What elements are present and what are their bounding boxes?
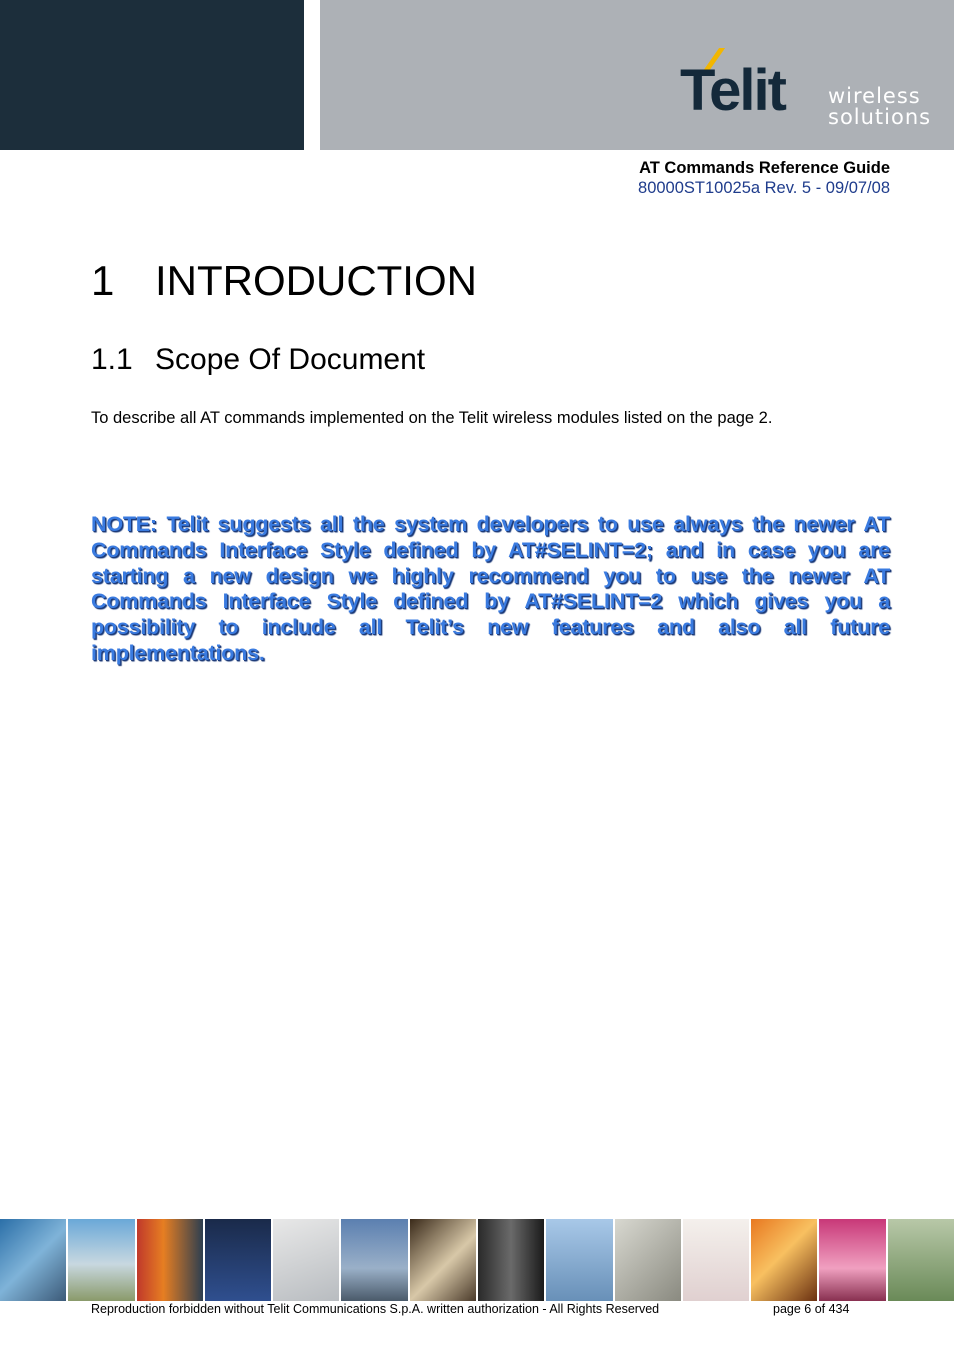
photo-tile bbox=[615, 1219, 681, 1301]
scope-paragraph: To describe all AT commands implemented on the Telit wireless modules listed on the page 2. bbox=[91, 409, 773, 427]
chapter-number: 1 bbox=[91, 257, 115, 304]
footer-photo-strip bbox=[0, 1219, 954, 1301]
photo-tile bbox=[478, 1219, 544, 1301]
photo-tile bbox=[888, 1219, 954, 1301]
section-heading bbox=[91, 343, 425, 377]
photo-tile bbox=[137, 1219, 203, 1301]
telit-logo bbox=[676, 48, 936, 134]
selint-note: NOTE: Telit suggests all the system developers to use always the newer AT Commands Interface Style defined by AT#SELINT=2; and in case you are starting a new design we highly recommend you to use the newer AT Commands Interface Style defined by AT#SELINT=2 which gives you a possibility to include all Telit’s new features and also all future implementations. bbox=[91, 512, 890, 665]
logo-tagline-2: solutions bbox=[828, 105, 932, 129]
logo-tagline-1: wireless bbox=[828, 84, 921, 108]
photo-tile bbox=[546, 1219, 612, 1301]
photo-tile bbox=[819, 1219, 885, 1301]
footer-copyright: Reproduction forbidden without Telit Communications S.p.A. written authorization - All Rights Reserved bbox=[91, 1302, 660, 1316]
section-number: 1.1 bbox=[91, 343, 133, 376]
photo-tile bbox=[751, 1219, 817, 1301]
chapter-heading bbox=[91, 257, 477, 305]
photo-tile bbox=[273, 1219, 339, 1301]
document-title: AT Commands Reference Guide bbox=[639, 159, 890, 177]
chapter-title: INTRODUCTION bbox=[155, 257, 477, 304]
photo-tile bbox=[341, 1219, 407, 1301]
photo-tile bbox=[205, 1219, 271, 1301]
header-dark-block bbox=[0, 0, 304, 150]
photo-tile bbox=[683, 1219, 749, 1301]
footer-page-number: page 6 of 434 bbox=[773, 1302, 850, 1316]
document-revision: 80000ST10025a Rev. 5 - 09/07/08 bbox=[638, 179, 890, 197]
photo-tile bbox=[0, 1219, 66, 1301]
logo-wordmark: Telit bbox=[680, 58, 785, 123]
photo-tile bbox=[68, 1219, 134, 1301]
photo-tile bbox=[410, 1219, 476, 1301]
section-title: Scope Of Document bbox=[155, 343, 426, 376]
